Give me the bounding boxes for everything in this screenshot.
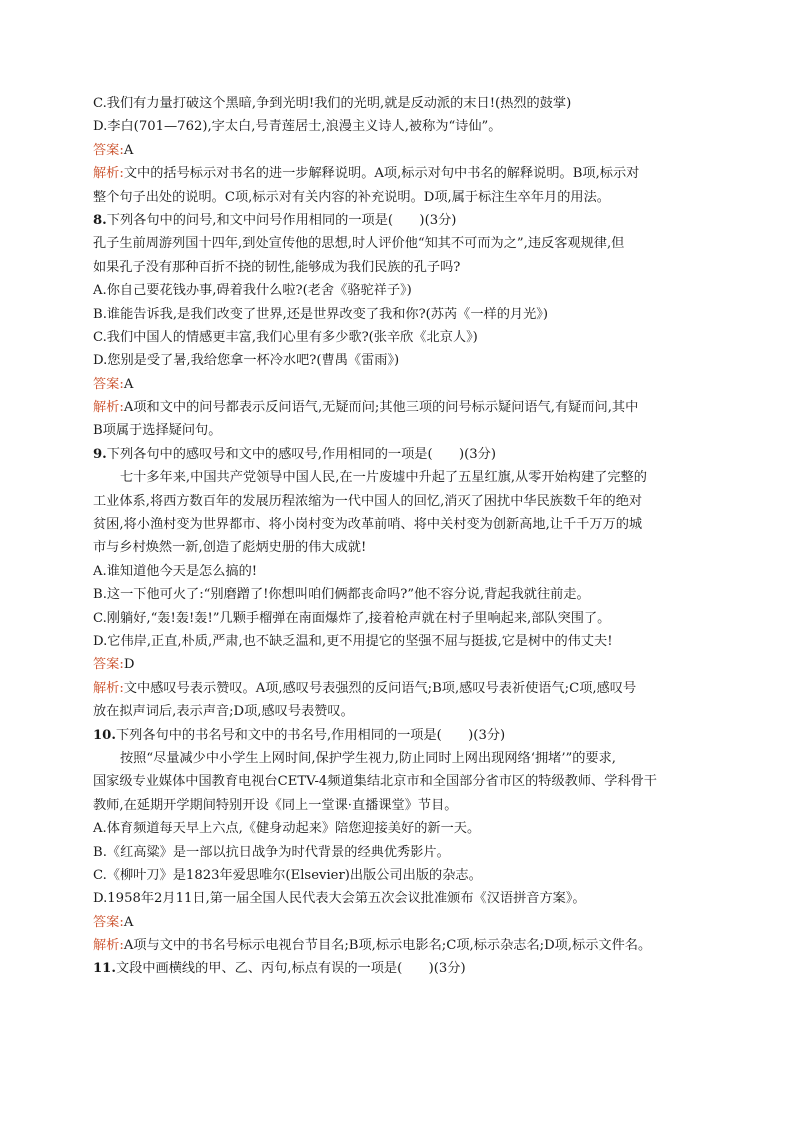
question-text: 下列各句中的问号,和文中问号作用相同的一项是( )(3分) (106, 212, 457, 228)
answer-label: 答案: (93, 657, 124, 673)
passage-line: 孔子生前周游列国十四年,到处宣传他的思想,时人评价他“知其不可而为之”,违反客观规律,但 (93, 236, 625, 252)
passage-line: 七十多年来,中国共产党领导中国人民,在一片废墟中升起了五星红旗,从零开始构建了完整的 (120, 470, 647, 486)
option-line: D.1958年2月11日,第一届全国人民代表大会第五次会议批准颁布《汉语拼音方案》。 (93, 891, 586, 907)
option-line: A.体育频道每天早上六点,《健身动起来》陪您迎接美好的新一天。 (93, 821, 481, 837)
passage-line: 国家级专业媒体中国教育电视台CETV-4频道集结北京市和全国部分省市区的特级教师、学科骨干 (93, 774, 657, 790)
option-line: D.李白(701—762),字太白,号青莲居士,浪漫主义诗人,被称为“诗仙”。 (93, 119, 502, 135)
question-text: 下列各句中的感叹号和文中的感叹号,作用相同的一项是( )(3分) (106, 446, 497, 462)
passage-line: 工业体系,将西方数百年的发展历程浓缩为一代中国人的回忆,消灭了困扰中华民族数千年的绝对 (93, 493, 643, 509)
option-line: C.我们中国人的情感更丰富,我们心里有多少歌?(张辛欣《北京人》) (93, 329, 478, 345)
question-stem (93, 209, 713, 232)
analysis-text: 文中感叹号表示赞叹。A项,感叹号表强烈的反问语气;B项,感叹号表祈使语气;C项,感叹号 (123, 680, 637, 696)
analysis-line: 整个句子出处的说明。C项,标示对有关内容的补充说明。D项,属于标注生卒年月的用法。 (93, 189, 610, 205)
option-line: A.你自己要花钱办事,碍着我什么啦?(老舍《骆驼祥子》) (93, 283, 412, 299)
analysis-line (93, 396, 713, 419)
option-line: D.您别是受了暑,我给您拿一杯冷水吧?(曹禺《雷雨》) (93, 353, 400, 369)
passage-line: 贫困,将小渔村变为世界都市、将小岗村变为改革前哨、将中关村变为创新高地,让千千万万的城 (93, 517, 643, 533)
answer-line (93, 911, 713, 934)
analysis-line (93, 677, 713, 700)
question-stem (93, 724, 713, 747)
answer-label: 答案: (93, 376, 124, 392)
question-number: 10. (93, 727, 116, 743)
passage-line: 如果孔子没有那种百折不挠的韧性,能够成为我们民族的孔子吗? (93, 259, 461, 275)
analysis-label: 解析: (93, 166, 124, 182)
analysis-label: 解析: (93, 938, 124, 954)
answer-value: A (123, 142, 134, 158)
option-line: C.我们有力量打破这个黑暗,争到光明!我们的光明,就是反动派的末日!(热烈的鼓掌) (93, 96, 572, 111)
analysis-text: A项与文中的书名号标示电视台节目名;B项,标示电影名;C项,标示杂志名;D项,标示文件名。 (123, 938, 652, 954)
answer-label: 答案: (93, 142, 124, 158)
answer-value: D (123, 657, 135, 673)
question-stem (93, 957, 713, 980)
passage-line: 市与乡村焕然一新,创造了彪炳史册的伟大成就! (93, 540, 367, 556)
option-line: B.《红高粱》是一部以抗日战争为时代背景的经典优秀影片。 (93, 844, 450, 860)
analysis-line: B项属于选择疑问句。 (93, 423, 222, 439)
answer-value: A (123, 914, 134, 930)
option-line: C.刚躺好,“轰!轰!轰!”几颗手榴弹在南面爆炸了,接着枪声就在村子里响起来,部队突围了。 (93, 610, 611, 626)
option-line: C.《柳叶刀》是1823年爱思唯尔(Elsevier)出版公司出版的杂志。 (93, 867, 482, 883)
answer-label: 答案: (93, 914, 124, 930)
option-line: B.谁能告诉我,是我们改变了世界,还是世界改变了我和你?(苏芮《一样的月光》) (93, 306, 549, 322)
passage-line: 按照“尽量减少中小学生上网时间,保护学生视力,防止同时上网出现网络‘拥堵’”的要求, (120, 750, 617, 766)
analysis-text: 文中的括号标示对书名的进一步解释说明。A项,标示对句中书名的解释说明。B项,标示对 (123, 166, 640, 182)
question-number: 9. (93, 446, 107, 462)
answer-line (93, 139, 713, 162)
question-text: 文段中画横线的甲、乙、丙句,标点有误的一项是( )(3分) (115, 961, 466, 977)
option-line: D.它伟岸,正直,朴质,严肃,也不缺乏温和,更不用提它的坚强不屈与挺拔,它是树中的伟丈夫! (93, 633, 613, 649)
question-number: 8. (93, 212, 107, 228)
question-number: 11. (93, 961, 116, 977)
question-text: 下列各句中的书名号和文中的书名号,作用相同的一项是( )(3分) (115, 727, 506, 743)
option-line: B.这一下他可火了:“别磨蹭了!你想叫咱们俩都丧命吗?”他不容分说,背起我就往前走。 (93, 587, 590, 603)
analysis-line: 放在拟声词后,表示声音;D项,感叹号表赞叹。 (93, 704, 354, 720)
answer-line (93, 653, 713, 676)
analysis-label: 解析: (93, 680, 124, 696)
document-page (93, 92, 713, 981)
analysis-line (93, 934, 713, 957)
option-line: A.谁知道他今天是怎么搞的! (93, 563, 258, 579)
answer-value: A (123, 376, 134, 392)
analysis-label: 解析: (93, 400, 124, 416)
answer-line (93, 373, 713, 396)
passage-line: 教师,在延期开学期间特别开设《同上一堂课·直播课堂》节目。 (93, 797, 458, 813)
question-stem (93, 443, 713, 466)
analysis-text: A项和文中的问号都表示反问语气,无疑而问;其他三项的问号标示疑问语气,有疑而问,其中 (123, 400, 639, 416)
analysis-line (93, 162, 713, 185)
